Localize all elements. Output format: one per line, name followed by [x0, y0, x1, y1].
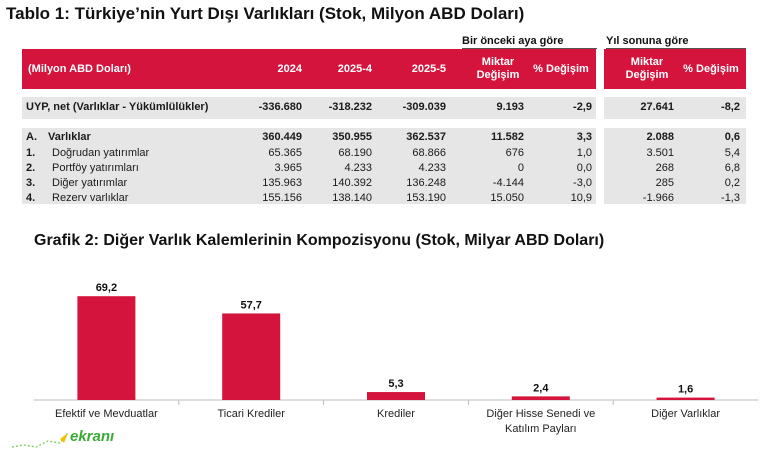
- group-header-yearly: Yıl sonuna göre: [606, 35, 689, 47]
- header-label: (Milyon ABD Doları): [28, 63, 131, 75]
- category-label: Ticari Krediler: [217, 408, 285, 420]
- cell-yearly-change: 2.088: [646, 131, 674, 143]
- cell-2025-5: 362.537: [406, 131, 446, 143]
- cell-monthly-pct: 10,9: [570, 192, 592, 204]
- category-label: Diğer Varlıklar: [651, 408, 721, 420]
- bar: [367, 392, 425, 400]
- cell-2024: 65.365: [268, 147, 302, 159]
- cell-monthly-pct: -3,0: [573, 177, 592, 189]
- cell-yearly-change: 268: [655, 162, 674, 174]
- cell-monthly-change: 9.193: [496, 101, 524, 113]
- row-label: Doğrudan yatırımlar: [52, 147, 150, 159]
- header-yearly-pct: % Değişim: [683, 62, 739, 75]
- bar: [222, 313, 280, 400]
- cell-2025-5: -309.039: [402, 101, 446, 113]
- row-number: 3.: [26, 177, 36, 189]
- cell-monthly-change: 15.050: [490, 192, 524, 204]
- cell-yearly-change: 285: [655, 177, 674, 189]
- row-label: Varlıklar: [48, 131, 91, 143]
- bar-value-label: 5,3: [388, 378, 404, 391]
- category-label: Efektif ve Mevduatlar: [55, 408, 158, 420]
- row-number: A.: [26, 131, 37, 143]
- chart-title: Grafik 2: Diğer Varlık Kalemlerinin Kompozisyonu (Stok, Milyar ABD Doları): [34, 232, 605, 249]
- cell-2024: -336.680: [258, 101, 302, 113]
- cell-2024: 155.156: [262, 192, 302, 204]
- cell-yearly-pct: 0,6: [724, 131, 740, 143]
- cell-2024: 3.965: [274, 162, 302, 174]
- cell-2025-5: 68.866: [412, 147, 446, 159]
- header-2025-4: 2025-4: [337, 63, 372, 75]
- header-2024: 2024: [277, 63, 302, 75]
- bar-value-label: 69,2: [95, 282, 118, 295]
- cell-yearly-change: 3.501: [646, 147, 674, 159]
- cell-monthly-change: 0: [517, 162, 524, 174]
- cell-monthly-change: 676: [505, 147, 524, 159]
- cell-2025-4: 138.140: [332, 192, 372, 204]
- cell-2025-4: 350.955: [332, 131, 372, 143]
- category-label: Katılım Payları: [505, 423, 577, 435]
- cell-2025-5: 4.233: [418, 162, 446, 174]
- header-monthly-pct: % Değişim: [533, 62, 589, 75]
- row-number: 1.: [26, 147, 36, 159]
- bar-value-label: 1,6: [677, 383, 694, 396]
- cell-2025-4: -318.232: [328, 101, 372, 113]
- bar-value-label: 2,4: [533, 382, 549, 395]
- row-label: Diğer yatırımlar: [52, 177, 128, 189]
- cell-yearly-pct: 5,4: [724, 147, 740, 159]
- cell-2025-5: 153.190: [406, 192, 446, 204]
- bar-chart-svg: [34, 262, 758, 442]
- bar: [657, 398, 715, 400]
- row-label: UYP, net (Varlıklar - Yükümlülükler): [26, 101, 209, 113]
- cell-2025-4: 4.233: [344, 162, 372, 174]
- bar: [77, 296, 135, 400]
- cell-2024: 135.963: [262, 177, 302, 189]
- bar-chart: [34, 262, 758, 442]
- row-number: 4.: [26, 192, 36, 204]
- category-label: Krediler: [377, 408, 415, 420]
- header-monthly-change: Miktar Değişim: [476, 56, 520, 81]
- table-title: Tablo 1: Türkiye’nin Yurt Dışı Varlıkları (Stok, Milyon ABD Doları): [6, 4, 525, 23]
- cell-yearly-pct: 6,8: [724, 162, 740, 174]
- watermark-text: ekranı: [70, 428, 115, 445]
- cell-2025-5: 136.248: [406, 177, 446, 189]
- category-label: Diğer Hisse Senedi ve: [486, 408, 596, 420]
- row-label: Rezerv varlıklar: [52, 192, 129, 204]
- cell-yearly-change: -1.966: [642, 192, 674, 204]
- cell-yearly-pct: 0,2: [724, 177, 740, 189]
- group-header-monthly: Bir önceki aya göre: [462, 35, 564, 47]
- cell-yearly-pct: -1,3: [721, 192, 740, 204]
- row-number: 2.: [26, 162, 36, 174]
- header-yearly-change: Miktar Değişim: [625, 56, 669, 81]
- bar: [512, 396, 570, 400]
- header-2025-5: 2025-5: [411, 63, 446, 75]
- bar-value-label: 57,7: [240, 299, 262, 312]
- cell-monthly-pct: 3,3: [576, 131, 592, 143]
- cell-2025-4: 140.392: [332, 177, 372, 189]
- cell-yearly-change: 27.641: [640, 101, 674, 113]
- cell-yearly-pct: -8,2: [721, 101, 740, 113]
- cell-monthly-change: 11.582: [490, 131, 524, 143]
- cell-2025-4: 68.190: [338, 147, 372, 159]
- cell-monthly-pct: 0,0: [576, 162, 592, 174]
- cell-monthly-change: -4.144: [492, 177, 524, 189]
- row-label: Portföy yatırımları: [52, 162, 139, 174]
- cell-monthly-pct: -2,9: [573, 101, 592, 113]
- cell-2024: 360.449: [262, 131, 302, 143]
- cell-monthly-pct: 1,0: [576, 147, 592, 159]
